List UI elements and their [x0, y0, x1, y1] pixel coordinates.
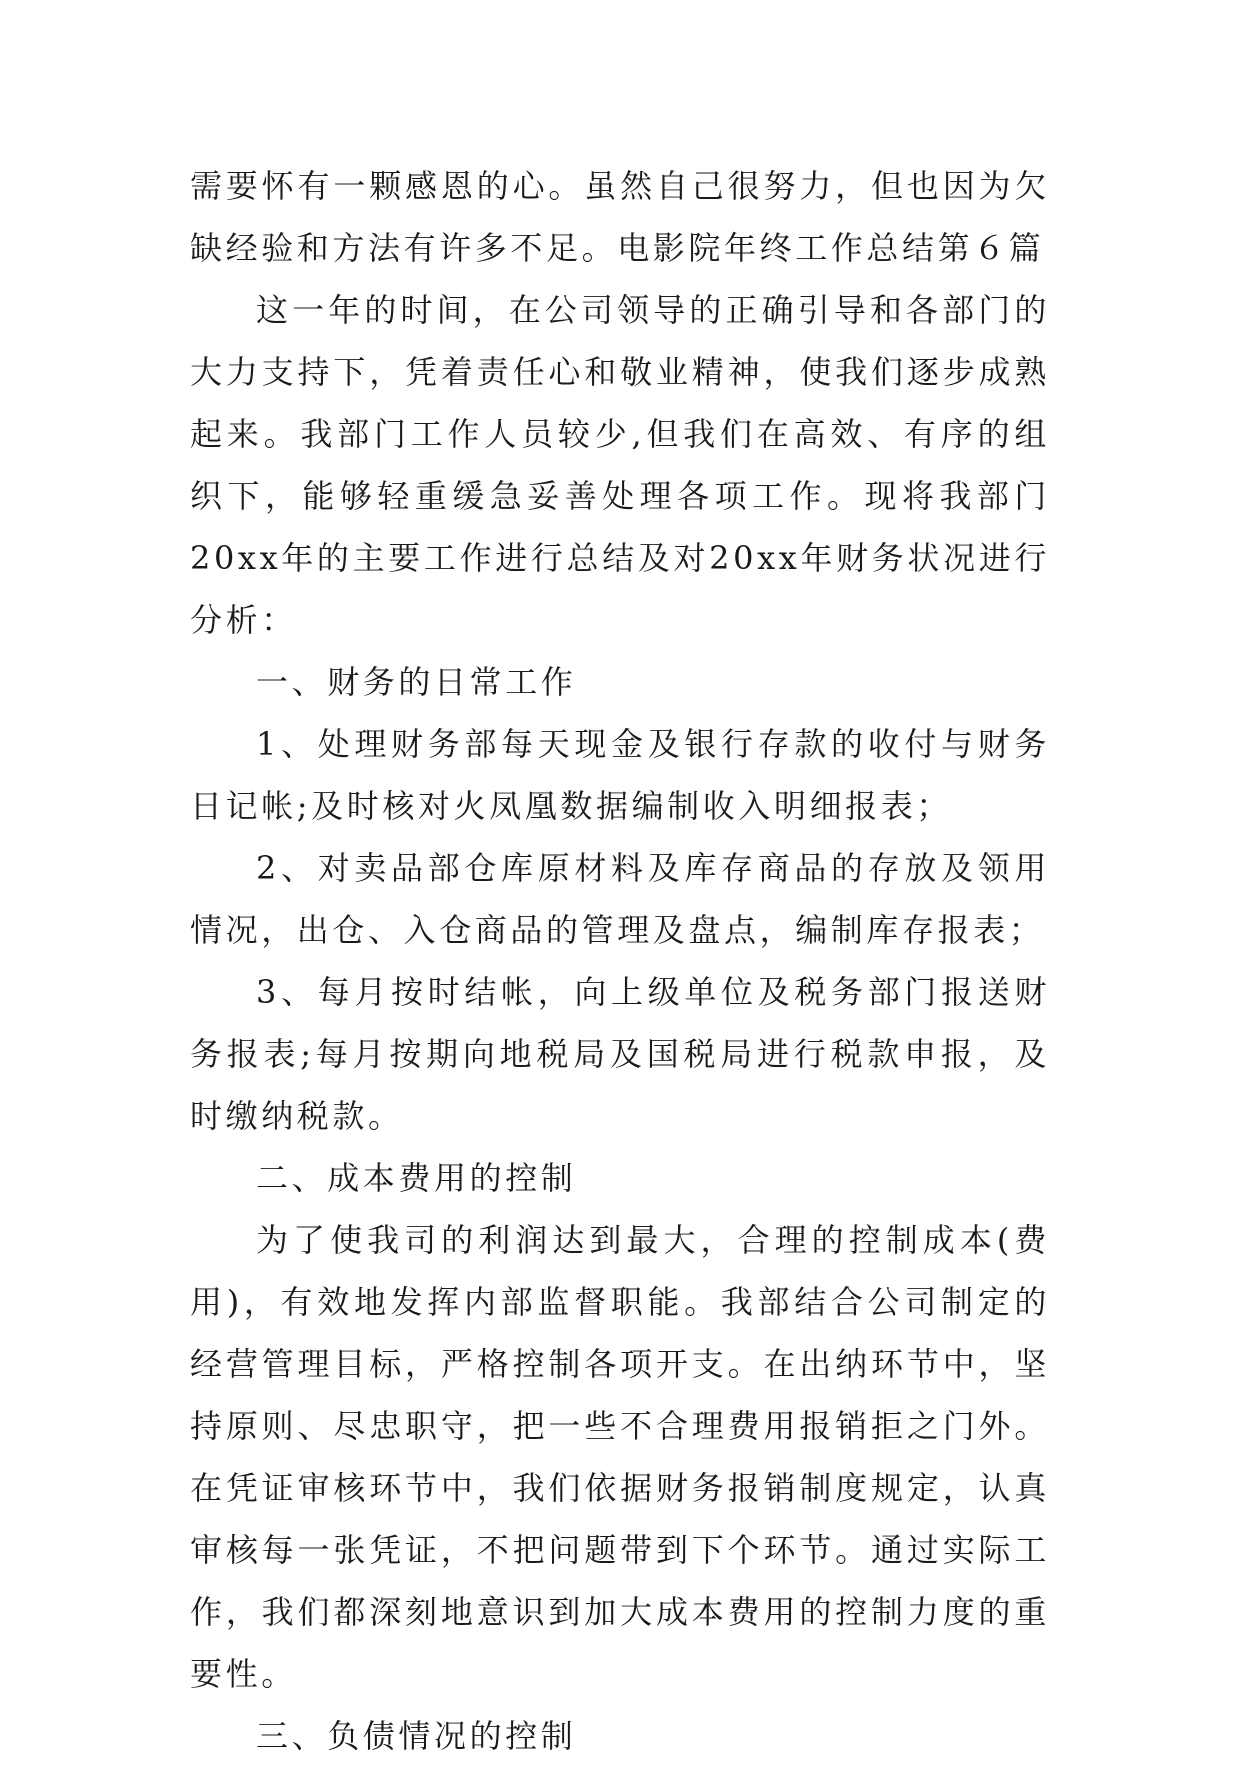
- paragraph: 为了使我司的利润达到最大，合理的控制成本(费用)，有效地发挥内部监督职能。我部结合公司制定的经营管理目标，严格控制各项开支。在出纳环节中，坚持原则、尽忠职守，把一些不合理费用报销拒之门外。在凭证审核环节中，我们依据财务报销制度规定，认真审核每一张凭证，不把问题带到下个环节。通过实际工作，我们都深刻地意识到加大成本费用的控制力度的重要性。: [190, 1221, 1050, 1693]
- paragraph: 1、处理财务部每天现金及银行存款的收付与财务日记帐;及时核对火凤凰数据编制收入明细报表；: [190, 725, 1050, 825]
- document-body: [190, 155, 1050, 1767]
- paragraph: 这一年的时间，在公司领导的正确引导和各部门的大力支持下，凭着责任心和敬业精神，使我们逐步成熟起来。我部门工作人员较少,但我们在高效、有序的组织下，能够轻重缓急妥善处理各项工作。现将我部门20xx年的主要工作进行总结及对20xx年财务状况进行分析：: [190, 291, 1050, 639]
- section-heading: 二、成本费用的控制: [256, 1159, 577, 1197]
- section-heading: 一、财务的日常工作: [256, 663, 577, 701]
- section-heading: 三、负债情况的控制: [256, 1717, 577, 1755]
- paragraph: 需要怀有一颗感恩的心。虽然自己很努力，但也因为欠缺经验和方法有许多不足。电影院年终工作总结第６篇: [190, 167, 1050, 267]
- paragraph: 3、每月按时结帐，向上级单位及税务部门报送财务报表;每月按期向地税局及国税局进行税款申报，及时缴纳税款。: [190, 973, 1050, 1135]
- paragraph: 2、对卖品部仓库原材料及库存商品的存放及领用情况，出仓、入仓商品的管理及盘点，编制库存报表；: [190, 849, 1050, 949]
